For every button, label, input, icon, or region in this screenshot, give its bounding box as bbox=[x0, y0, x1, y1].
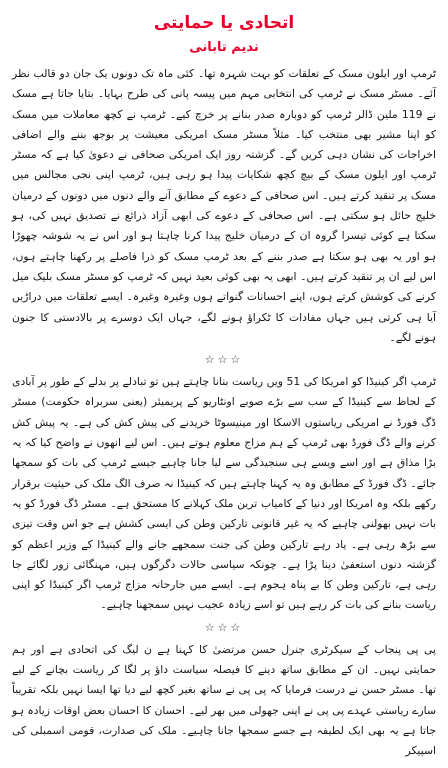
column-title: اتحادی یا حمایتی bbox=[153, 13, 295, 33]
paragraph-canada: ٹرمپ اگر کینیڈا کو امریکا کی 51 ویں ریاست بنانا چاہتے ہیں تو تبادلے پر بدلے کے طور پر آبادی کے لحاظ سے کینیڈا کے سب سے بڑے صوبے اونٹاریو کے پریمیئر (یعنی سربراہ حکومت) مسٹر ڈگ فورڈ نے امریکی ریاستوں الاسکا اور مینیسوٹا خریدنے کی پیش کش کی ہے۔ یہ پیش کش کرنے والے ڈگ فورڈ بھی ٹرمپ کے ہم مزاج معلوم ہوتے ہیں۔ اس لیے انھوں نے واضح کیا کہ یہ بڑا مذاق ہے اور اسے ویسے ہی سنجیدگی سے لیا جانا چاہیے جیسے ٹرمپ کی بات کو سمجھا جائے۔ ڈگ فورڈ کے مطابق وہ یہ کہنا چاہتے ہیں کہ کینیڈا نہ صرف الگ ملک کی حیثیت برقرار رکھے بلکہ وہ امریکا اور دنیا کے کامیاب ترین ملک کہلانے کا مستحق ہے۔ مسٹر ڈگ فورڈ کو یہ بات نہیں بھولنی چاہیے کہ یہ غیر قانونی تارکین وطن کی ایسی کشش ہے جو اس وقت تیزی سے بڑھ رہی ہے۔ یاد رہے تارکین وطن کی جنت سمجھے جانے والے کینیڈا کے وزیر اعظم کو گزشتہ دنوں استعفیٰ دینا پڑا ہے۔ چونکہ سیاسی حالات دگرگوں ہیں، مہنگائی زور لگائے جا رہی ہے، تارکین وطن کا بے پناہ ہجوم ہے۔ ایسے میں جارحانہ مزاج ٹرمپ اگر کینیڈا کو اپنی ریاست بنانے کی بات کر رہے ہیں تو اسے زیادہ عجیب نہیں سمجھنا چاہیے۔ bbox=[12, 375, 436, 612]
section-divider: ☆☆☆ bbox=[204, 620, 244, 634]
author-name: ندیم تابانی bbox=[189, 40, 259, 55]
section-divider: ☆☆☆ bbox=[204, 353, 244, 367]
paragraph-ppp: پی پی پنجاب کے سیکرٹری جنرل حسن مرتضیٰ کا کہنا ہے ن لیگ کی اتحادی ہے اور ہم حمایتی نہیں۔ ان کے مطابق ساتھ دینے کا فیصلہ سیاست داؤ پر لگا کر ریاست بچانے کے لیے تھا۔ مسٹر حسن نے درست فرمایا کہ پی پی نے ساتھ بغیر کچھ لیے دیا تھا ایسا نہیں بلکہ تقریباً سارے ریاستی عہدے پی پی نے اپنی جھولی میں بھر لیے۔ احسان کا احسان بعض اوقات زیادہ ہو جاتا ہے یہ بھی ایک لطیفہ ہے جسے سمجھا جانا چاہیے۔ ملک کی صدارت، قومی اسمبلی کی اسپیکر bbox=[12, 642, 436, 758]
paragraph-musk-trump: ٹرمپ اور ایلون مسک کے تعلقات کو بہت شہرہ تھا۔ کئی ماہ تک دونوں یک جان دو قالب نظر آئے۔ مسٹر مسک نے ٹرمپ کی انتخابی مہم میں پیسہ پانی کی طرح بہایا۔ بتایا جاتا ہے مسک نے 119 ملین ڈالر ٹرمپ کو دوبارہ صدر بنانے پر خرچ کیے۔ ٹرمپ نے کچھ معاملات میں مسک کو اپنا مشیر بھی منتخب کیا۔ مثلاً مسٹر مسک امریکی معیشت پر بوجھ بننے والے اضافی اخراجات کی نشان دہی کریں گے۔ گزشتہ روز ایک امریکی صحافی نے دعویٰ کیا ہے کہ مسٹر ٹرمپ اور ایلون مسک کے بیچ کچھ شکایات پیدا ہو رہی ہیں، ٹرمپ اپنی نجی مجالس میں مسک پر تنقید کرتے ہیں۔ اس صحافی کے دعوے کے مطابق آنے والے دنوں میں دونوں کے درمیان خلیج حائل ہو سکتی ہے۔ اس صحافی کے دعوے کی ابھی آزاد ذرائع نے تصدیق نہیں کی، ہو سکتا ہے کوئی تیسرا گروہ ان کے درمیان خلیج پیدا کرنا چاہتا ہو اور اس نے یہ شوشہ چھوڑا ہو اور یہ بھی ہو سکتا ہے صدر بننے کے بعد ٹرمپ مسک کو ذرا فاصلے پر رکھنا چاہتے ہوں، اس لیے ان پر تنقید کرتے ہیں۔ ابھی یہ بھی کوئی بعید نہیں کہ ٹرمپ کو مسٹر مسک بلیک میل کرنے کی کوشش کرتے ہوں، اپنے احسانات گنواتے ہوں وغیرہ وغیرہ۔ ایسے تعلقات میں دراڑیں آیا ہی کرتی ہیں جہاں مفادات کا ٹکراؤ ہونے لگے، جہاں ایک دوسرے پر بالادستی کا جنون ہونے لگے۔ bbox=[12, 67, 436, 344]
